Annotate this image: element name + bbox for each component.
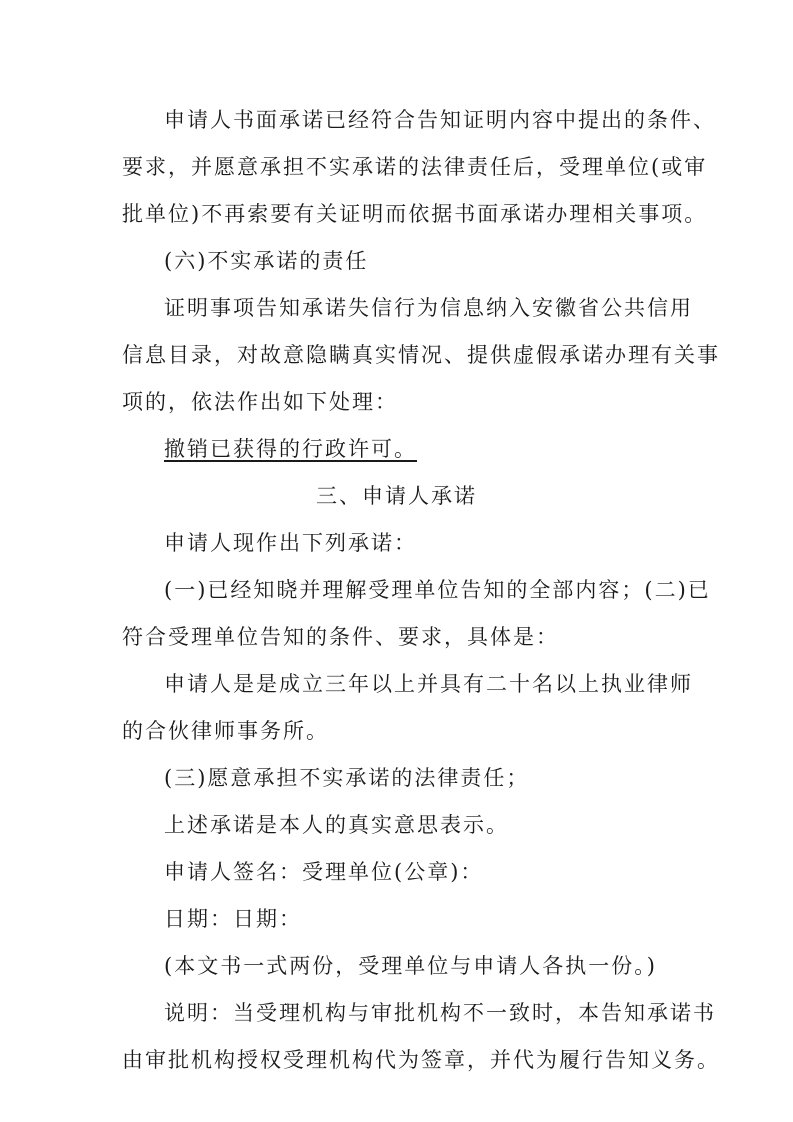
paragraph-line-7: 申请人现作出下列承诺： <box>164 531 417 555</box>
paragraph-line-8: (一)已经知晓并理解受理单位告知的全部内容；(二)已 <box>164 578 711 602</box>
paragraph-line-12: (三)愿意承担不实承诺的法律责任； <box>164 766 530 790</box>
paragraph-line-5: 信息目录，对故意隐瞒真实情况、提供虚假承诺办理有关事 <box>122 343 720 367</box>
penalty-item: 撤销已获得的行政许可。 <box>164 437 417 461</box>
paragraph-line-6: 项的，依法作出如下处理： <box>122 390 398 414</box>
paragraph-line-11: 的合伙律师事务所。 <box>122 719 329 743</box>
paragraph-line-1: 申请人书面承诺已经符合告知证明内容中提出的条件、 <box>164 108 716 132</box>
paragraph-line-3: 批单位)不再索要有关证明而依据书面承诺办理相关事项。 <box>122 202 708 226</box>
paragraph-line-10: 申请人是是成立三年以上并具有二十名以上执业律师 <box>164 672 693 696</box>
paragraph-line-4: 证明事项告知承诺失信行为信息纳入安徽省公共信用 <box>164 296 693 320</box>
paragraph-line-2: 要求，并愿意承担不实承诺的法律责任后，受理单位(或审 <box>122 155 708 179</box>
explanation-line-2: 由审批机构授权受理机构代为签章，并代为履行告知义务。 <box>122 1048 720 1072</box>
section-heading-3: 三、申请人承诺 <box>316 484 477 508</box>
signature-line: 申请人签名：受理单位(公章)： <box>164 860 484 884</box>
paragraph-line-9: 符合受理单位告知的条件、要求，具体是： <box>122 625 559 649</box>
date-line: 日期：日期： <box>164 907 302 931</box>
paragraph-line-13: 上述承诺是本人的真实意思表示。 <box>164 813 509 837</box>
copies-note: (本文书一式两份，受理单位与申请人各执一份。) <box>164 954 657 978</box>
section-heading-6: (六)不实承诺的责任 <box>164 249 369 273</box>
explanation-line-1: 说明：当受理机构与审批机构不一致时，本告知承诺书 <box>164 1001 716 1025</box>
